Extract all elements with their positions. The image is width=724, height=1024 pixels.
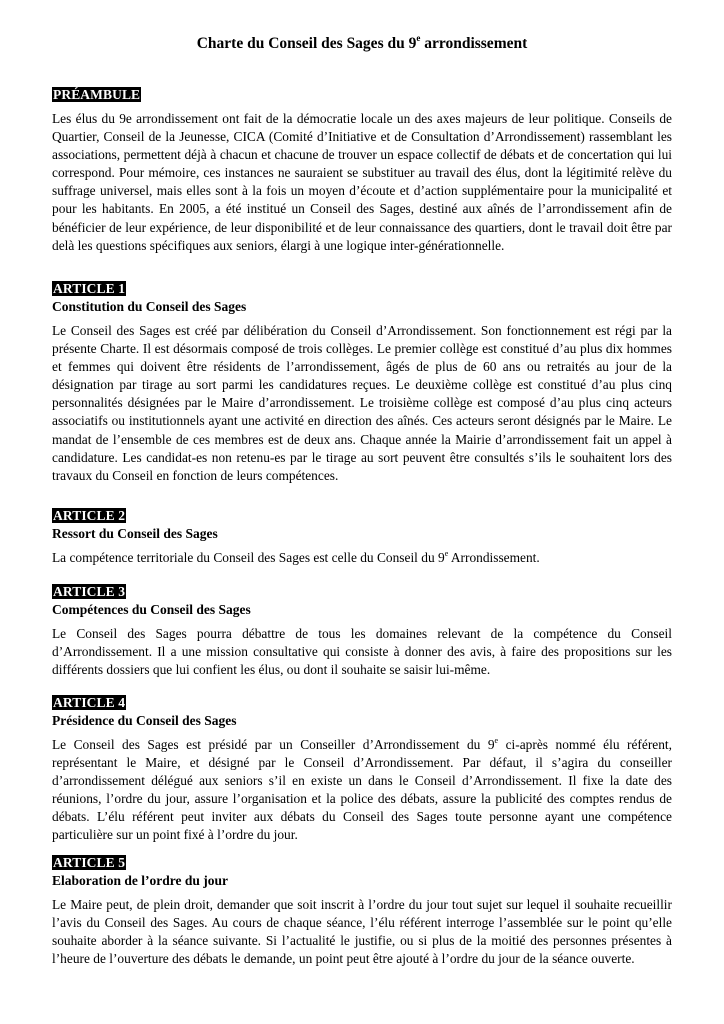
article-3-tag: ARTICLE 3 xyxy=(53,584,126,599)
article-2-text xyxy=(52,549,672,567)
article-1-text: Le Conseil des Sages est créé par délibération du Conseil d’Arrondissement. Son fonctionnement est régi par la présente Charte. Il est désormais composé de trois collèges. Le premier collège est constitué d’au plus dix hommes et femmes qui doivent être résidents de l’arrondissement, âgés de plus de 60 ans ou retraités au jour de la désignation par tirage au sort parmi les candidatures reçues. Le deuxième collège est constitué d’au plus cinq personnalités désignées par le Maire d’arrondissement. Le troisième collège est composé d’au plus cinq acteurs associatifs ou institutionnels ayant une activité en direction des aînés. Ces acteurs seront désignés par le Maire. Le mandat de l’ensemble de ces membres est de deux ans. Chaque année la Mairie d’arrondissement fait un appel à candidature. Les candidat-es non retenu-es par le tirage au sort peuvent être consultés s’ils le souhaitent lors des travaux du Conseil en fonction de leurs compétences. xyxy=(52,323,672,483)
article-2-section xyxy=(52,507,672,567)
preamble-tag: PRÉAMBULE xyxy=(53,87,141,102)
article-3-text: Le Conseil des Sages pourra débattre de tous les domaines relevant de la compétence du Conseil d’Arrondissement. Il a une mission consultative qui consiste à donner des avis, à faire des propositions sur les différents dossiers que lui confient les élus, ou dont il souhaite se saisir lui-même. xyxy=(52,626,672,678)
preamble-text: Les élus du 9e arrondissement ont fait de la démocratie locale un des axes majeurs de leur politique. Conseils de Quartier, Conseil de la Jeunesse, CICA (Comité d’Initiative et de Consultation d’Arrondissement) rassemblant les associations, permettent déjà à chacun et chacune de trouver un espace collectif de débats et de concertation qui lui correspond. Pour mémoire, ces instances ne sauraient se substituer au travail des élus, dont la légitimité relève du suffrage universel, mais elles sont à la fois un moyen d’écoute et d’action supplémentaire pour la municipalité et pour les habitants. En 2005, a été institué un Conseil des Sages, destiné aux aînés de l’arrondissement afin de bénéficier de leur expérience, de leur disponibilité et de leur connaissance des quartiers, dont le travail doit être par delà les questions spécifiques aux seniors, élargi à une logique inter-générationnelle. xyxy=(52,111,672,253)
article-2-superscript: e xyxy=(444,549,449,558)
article-1-tag: ARTICLE 1 xyxy=(53,281,126,296)
article-5-text: Le Maire peut, de plein droit, demander que soit inscrit à l’ordre du jour tout sujet sur lequel il souhaite recueillir l’avis du Conseil des Sages. Au cours de chaque séance, l’élu référent interroge l’assemblée sur le point qu’elle souhaite aborder à la séance suivante. Si l’actualité le justifie, ou si plus de la moitié des personnes présentes à l’heure de l’ouverture des débats le demande, un point peut être ajouté à l’ordre du jour de la séance ouverte. xyxy=(52,897,672,967)
article-3-section xyxy=(52,583,672,679)
article-4-superscript: e xyxy=(494,736,499,745)
article-5-tag: ARTICLE 5 xyxy=(53,855,126,870)
title-main: Charte du Conseil des Sages du 9 xyxy=(196,35,417,52)
article-2-heading: Ressort du Conseil des Sages xyxy=(52,526,218,541)
article-5-section xyxy=(52,854,672,968)
article-2-text-end: Arrondissement. xyxy=(448,550,540,565)
page-title xyxy=(52,0,672,54)
article-1-section xyxy=(52,280,672,485)
article-5-heading: Elaboration de l’ordre du jour xyxy=(52,873,229,888)
title-rest: arrondissement xyxy=(420,35,528,52)
article-4-heading: Présidence du Conseil des Sages xyxy=(52,713,237,728)
article-4-text xyxy=(52,736,672,845)
article-2-text-start: La compétence territoriale du Conseil des Sages est celle du Conseil du 9 xyxy=(52,550,445,565)
preamble-section xyxy=(52,86,672,255)
article-3-heading: Compétences du Conseil des Sages xyxy=(52,602,251,617)
article-4-text-end: ci-après nommé élu référent, représentant le Maire, et désigné par le Conseil d’Arrondissement. Par défaut, il s’agira du conseiller d’arrondissement délégué aux seniors s’il en existe un dans le Conseil d’Arrondissement. Il fixe la date des réunions, l’ordre du jour, assure l’organisation et la police des débats, assure la publicité des comptes rendus de débats. L’élu référent peut inviter aux débats du Conseil des Sages toute personne ayant une compétence particulière sur un point fixé à l’ordre du jour. xyxy=(52,737,673,843)
article-4-tag: ARTICLE 4 xyxy=(53,695,126,710)
article-2-tag: ARTICLE 2 xyxy=(53,508,126,523)
article-4-section xyxy=(52,694,672,845)
title-superscript: e xyxy=(416,33,421,43)
article-1-heading: Constitution du Conseil des Sages xyxy=(52,299,247,314)
article-4-text-start: Le Conseil des Sages est présidé par un Conseiller d’Arrondissement du 9 xyxy=(52,737,495,752)
